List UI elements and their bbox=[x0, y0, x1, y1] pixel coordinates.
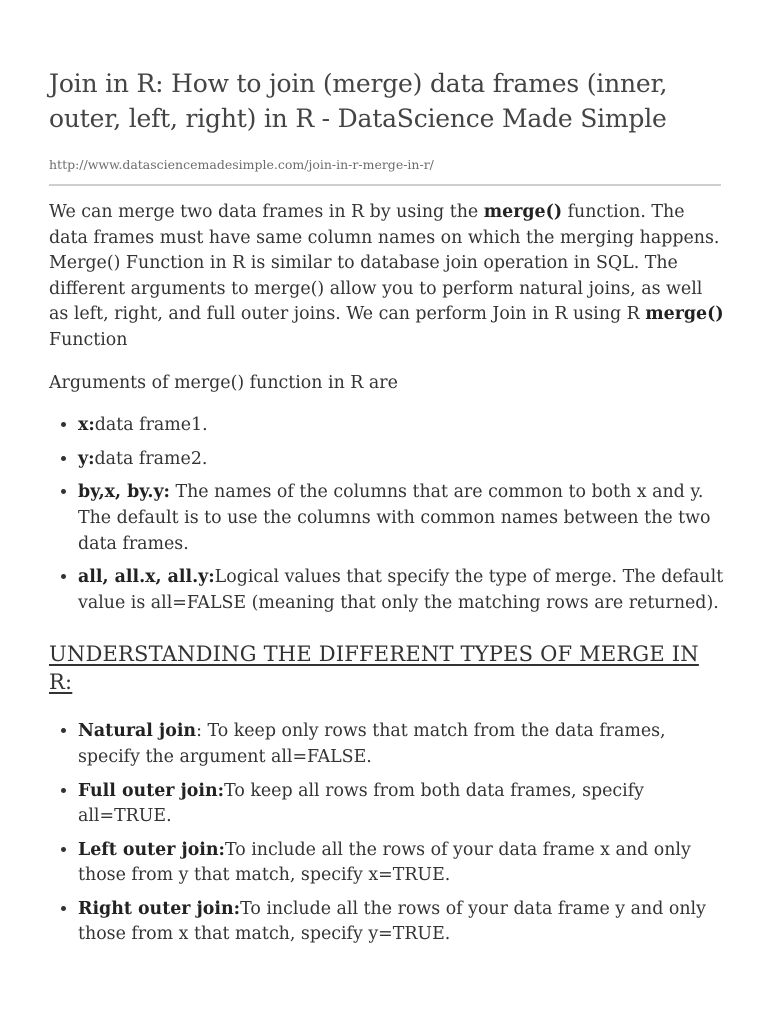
divider bbox=[49, 184, 721, 186]
arguments-list bbox=[49, 413, 727, 616]
list-item bbox=[78, 480, 727, 557]
arguments-lead: Arguments of merge() function in R are bbox=[49, 372, 398, 393]
argument-desc: The names of the columns that are common to both x and y. The default is to use the columns with common names between the two data frames. bbox=[78, 482, 711, 554]
argument-desc: data frame1. bbox=[94, 415, 208, 436]
merge-type-desc: To include all the rows of your data frame y and only those from x that match, specify y=TRUE. bbox=[78, 898, 706, 945]
intro-text: Function bbox=[49, 329, 128, 350]
merge-type-term: Full outer join: bbox=[78, 780, 225, 801]
list-item bbox=[78, 447, 727, 473]
merge-type-term: Right outer join: bbox=[78, 898, 241, 919]
argument-term: x: bbox=[78, 415, 95, 436]
article-body bbox=[49, 200, 727, 956]
merge-types-list bbox=[49, 719, 727, 948]
argument-desc: Logical values that specify the type of merge. The default value is all=FALSE (meaning that only the matching rows are returned). bbox=[78, 567, 724, 613]
section-heading: UNDERSTANDING THE DIFFERENT TYPES OF MERGE IN R: bbox=[49, 642, 699, 695]
argument-term: all, all.x, all.y: bbox=[78, 567, 215, 588]
merge-type-desc: To keep all rows from both data frames, specify all=TRUE. bbox=[78, 780, 644, 827]
argument-term: by,x, by.y: bbox=[78, 482, 170, 503]
list-item bbox=[78, 779, 727, 830]
intro-text: We can merge two data frames in R by using the bbox=[49, 202, 484, 222]
list-item bbox=[78, 719, 727, 770]
merge-type-term: Natural join bbox=[78, 721, 197, 742]
merge-type-desc: : To keep only rows that match from the data frames, specify the argument all=FALSE. bbox=[78, 721, 666, 767]
merge-function-name: merge() bbox=[645, 304, 724, 325]
list-item bbox=[78, 413, 727, 439]
intro-paragraph bbox=[49, 200, 727, 354]
argument-desc: data frame2. bbox=[94, 448, 208, 469]
argument-term: y: bbox=[78, 448, 95, 469]
page-title: Join in R: How to join (merge) data frames (inner, outer, left, right) in R - DataScience Made Simple bbox=[49, 69, 668, 133]
source-url-link[interactable]: http://www.datasciencemadesimple.com/join-in-r-merge-in-r/ bbox=[49, 157, 434, 172]
list-item bbox=[78, 897, 727, 948]
intro-text: function. The data frames must have same column names on which the merging happens. Merge() Function in R is similar to database join operation in SQL. The different arguments to merge() allow you to perform natural joins, as well as left, right, and full outer joins. We can perform Join in R using R bbox=[49, 202, 720, 325]
list-item bbox=[78, 838, 727, 889]
merge-type-desc: To include all the rows of your data frame x and only those from y that match, specify x=TRUE. bbox=[78, 839, 691, 886]
list-item bbox=[78, 565, 727, 616]
merge-function-name: merge() bbox=[483, 202, 563, 222]
merge-type-term: Left outer join: bbox=[78, 839, 225, 860]
